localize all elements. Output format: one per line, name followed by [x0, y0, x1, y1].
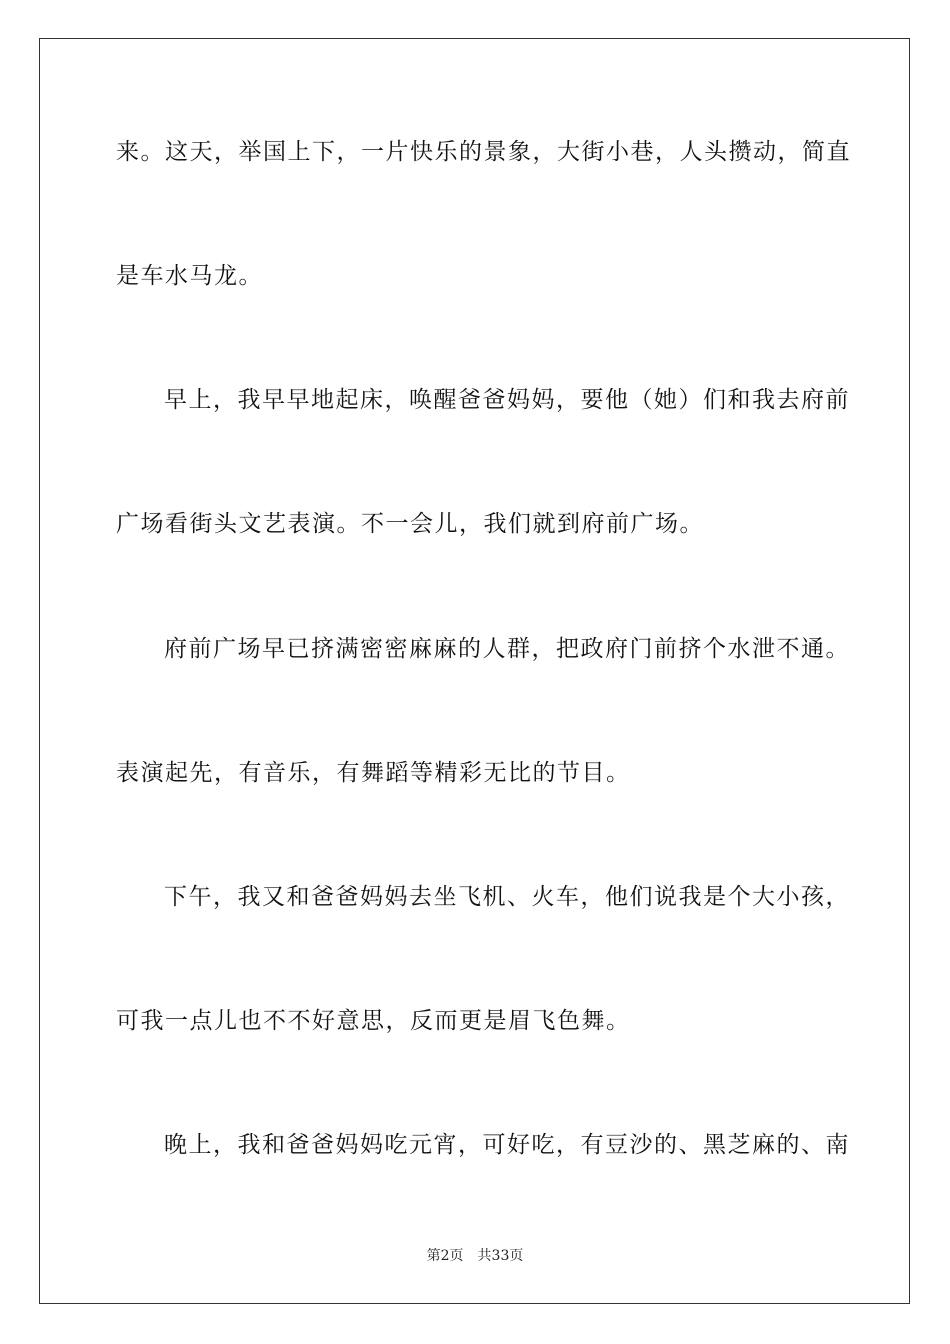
- text-line-3: 早上，我早早地起床，唤醒爸爸妈妈，要他（她）们和我去府前: [164, 387, 850, 413]
- page-border: [39, 38, 910, 1304]
- text-line-5: 府前广场早已挤满密密麻麻的人群，把政府门前挤个水泄不通。: [164, 636, 850, 662]
- page-number-current: 第2页: [426, 1248, 464, 1264]
- text-line-4: 广场看街头文艺表演。不一会儿，我们就到府前广场。: [116, 511, 704, 537]
- text-line-1: 来。这天，举国上下，一片快乐的景象，大街小巷，人头攒动，简直: [116, 139, 851, 165]
- text-line-7: 下午，我又和爸爸妈妈去坐飞机、火车，他们说我是个大小孩，: [164, 884, 850, 910]
- text-line-2: 是车水马龙。: [116, 263, 263, 289]
- text-line-6: 表演起先，有音乐，有舞蹈等精彩无比的节目。: [116, 760, 631, 786]
- page-footer: [0, 1246, 950, 1266]
- text-line-9: 晚上，我和爸爸妈妈吃元宵，可好吃，有豆沙的、黑芝麻的、南: [164, 1132, 850, 1158]
- page-number-total: 共33页: [477, 1248, 524, 1264]
- text-line-8: 可我一点儿也不不好意思，反而更是眉飞色舞。: [116, 1008, 631, 1034]
